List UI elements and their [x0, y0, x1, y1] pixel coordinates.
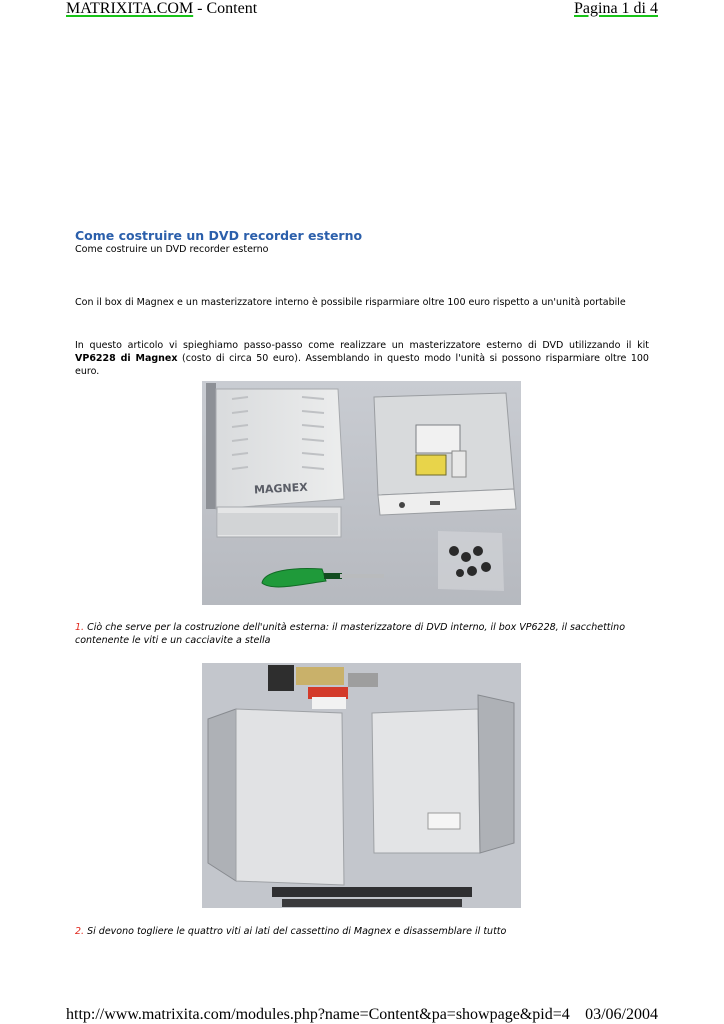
figure-1-photo — [202, 381, 521, 605]
footer-url[interactable]: http://www.matrixita.com/modules.php?name=Content&pa=showpage&pid=4 — [66, 1006, 570, 1023]
screws-bag — [438, 531, 504, 591]
figure-2-number: 2. — [75, 926, 85, 937]
figure-2-caption-text: Si devono togliere le quattro viti ai lati del cassettino di Magnex e disassemblare il tutto — [84, 926, 507, 937]
body-text-after: (costo di circa 50 euro). Assemblando in questo modo l'unità si possono risparmiare oltre 100 euro. — [75, 353, 649, 377]
intro-paragraph: Con il box di Magnex e un masterizzatore interno è possibile risparmiare oltre 100 euro rispetto a un'unità portabile — [75, 297, 626, 308]
site-suffix: - Content — [193, 0, 258, 17]
page-indicator-text: Pagina 1 di 4 — [574, 0, 658, 17]
site-name-link[interactable]: MATRIXITA.COM — [66, 0, 194, 17]
footer-date: 03/06/2004 — [585, 1006, 658, 1023]
dvd-drive — [374, 393, 516, 515]
magnex-logo: MAGNEX — [253, 480, 308, 497]
kit-name: VP6228 di Magnex — [75, 353, 178, 364]
figure-2-photo — [202, 663, 521, 908]
left-panel — [208, 709, 344, 885]
page-header-title — [66, 0, 257, 18]
body-text-before: In questo articolo vi spieghiamo passo-passo come realizzare un masterizzatore esterno di DVD utilizzando il kit — [75, 340, 649, 351]
page-indicator — [574, 0, 658, 18]
article-title: Come costruire un DVD recorder esterno — [75, 228, 363, 243]
right-panel — [372, 695, 514, 853]
figure-2-caption — [75, 925, 655, 938]
body-paragraph — [75, 339, 649, 378]
metal-rail — [272, 887, 472, 907]
figure-1-number: 1. — [75, 622, 85, 633]
article-subtitle: Come costruire un DVD recorder esterno — [75, 244, 269, 255]
figure-1-caption — [75, 621, 655, 647]
figure-1-caption-text: Ciò che serve per la costruzione dell'unità esterna: il masterizzatore di DVD interno, il box VP6228, il sacchettino contenente le viti e un cacciavite a stella — [75, 622, 626, 646]
magnex-box — [206, 383, 344, 537]
